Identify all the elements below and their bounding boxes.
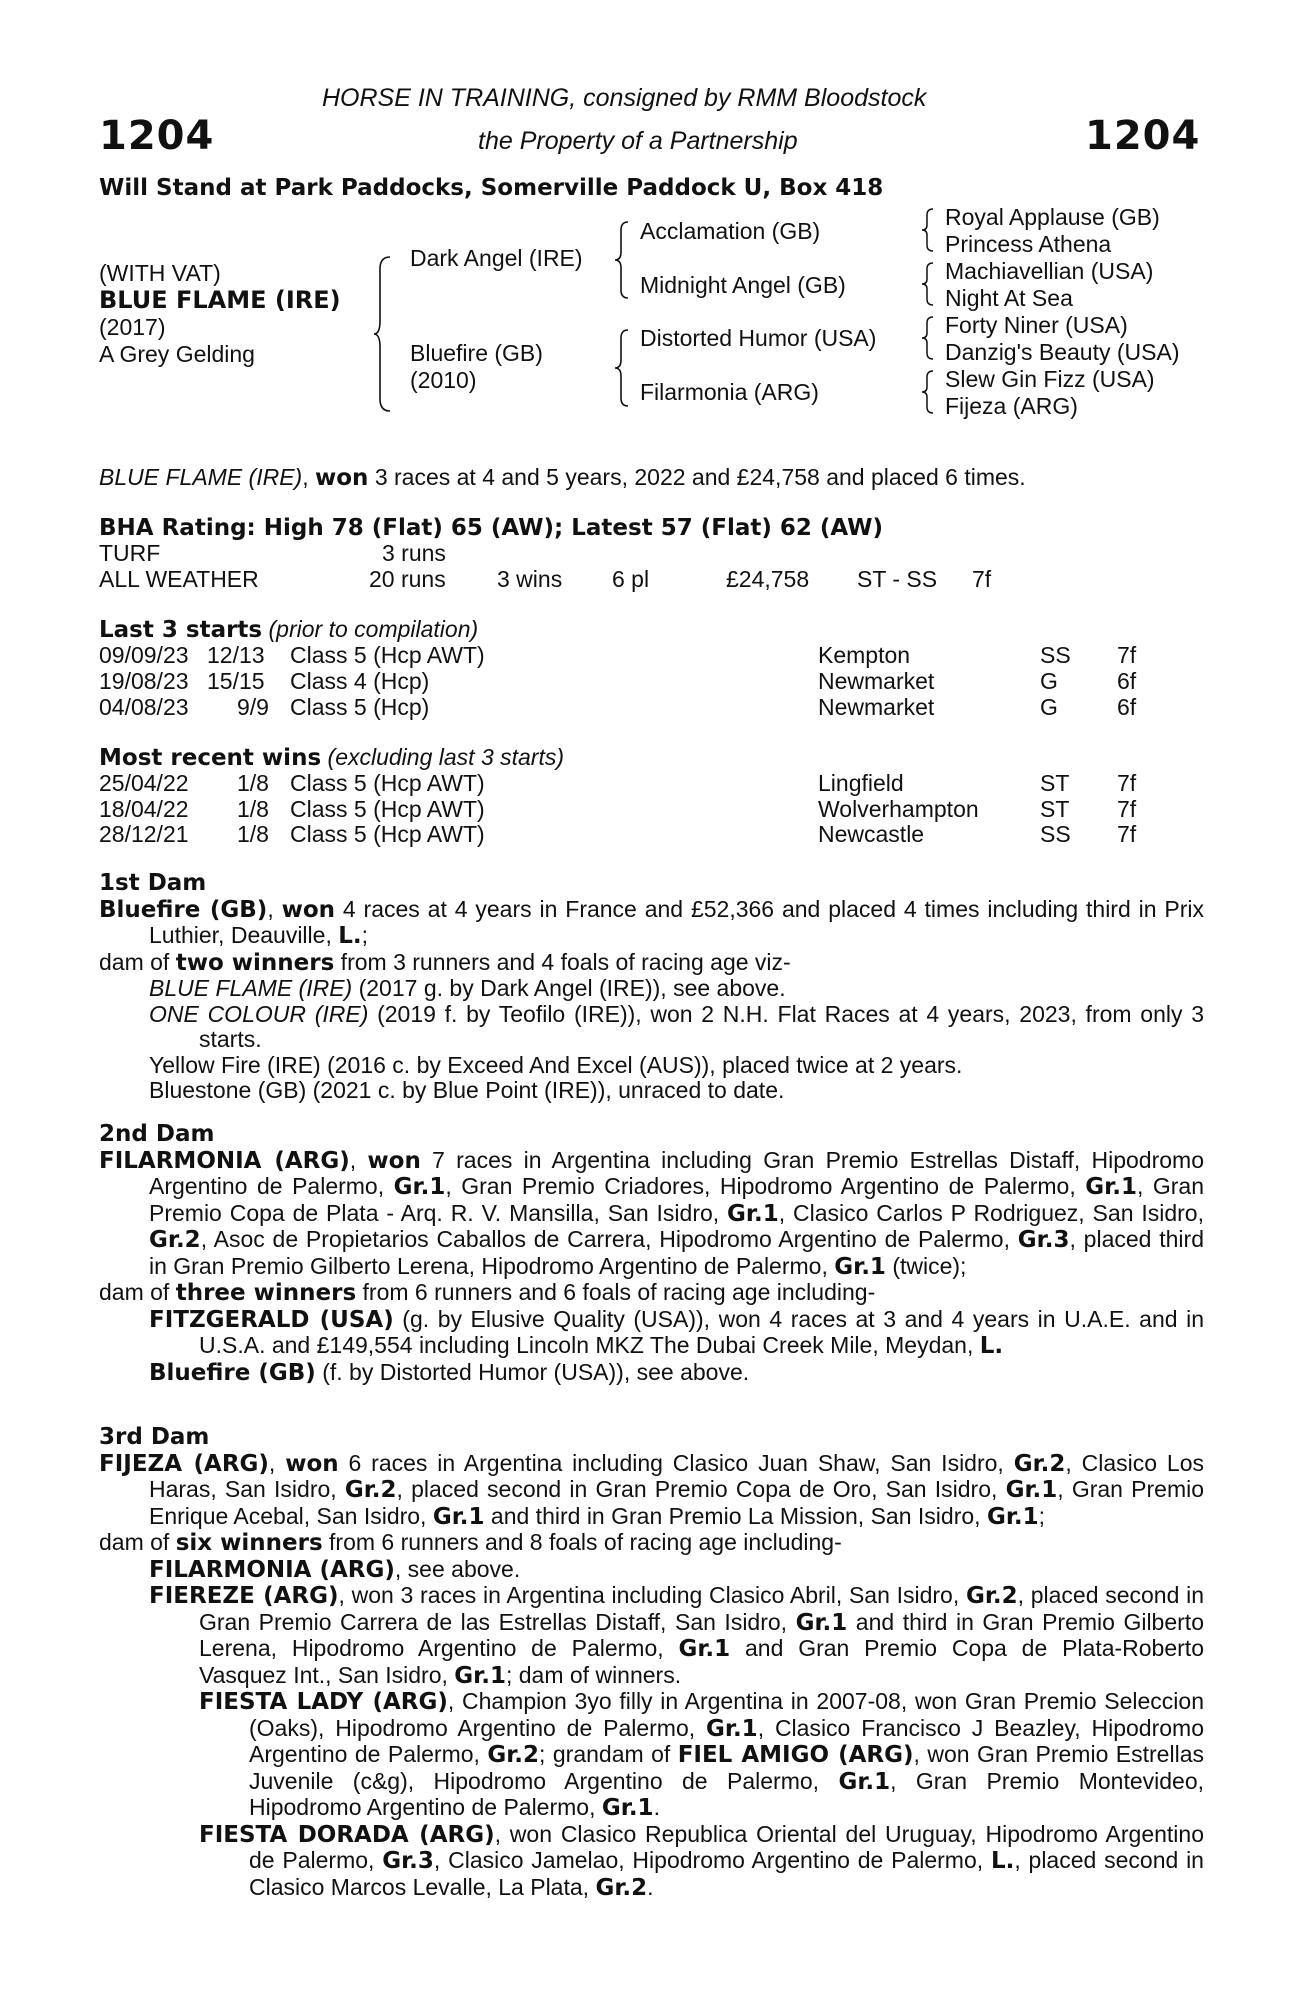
dam-of-winners: three winners bbox=[175, 1280, 357, 1306]
record-text: , Gran Premio Criadores, Hipodromo Argentino de Palermo, bbox=[445, 1173, 1086, 1199]
grade-label: Gr.2 bbox=[487, 1742, 540, 1768]
foal-entry bbox=[99, 1360, 1204, 1387]
third-dam-section bbox=[99, 1425, 1204, 1901]
punctuation: ; bbox=[361, 922, 369, 948]
sire-name: Dark Angel (IRE) bbox=[410, 245, 583, 271]
rating-surface: TURF bbox=[99, 540, 161, 566]
grade-label: Gr.1 bbox=[1085, 1174, 1137, 1200]
record-text: , Asoc de Propietarios Caballos de Carrera, Hipodromo Argentino de Palermo, bbox=[200, 1226, 1018, 1252]
foal-text: . bbox=[653, 1794, 660, 1820]
grade-label: Gr.1 bbox=[432, 1503, 485, 1530]
win-position: 1/8 bbox=[237, 796, 269, 822]
foal-text: (2019 f. by Teofilo (IRE)), won 2 N.H. Flat Races at 4 years, 2023, from only 3 starts. bbox=[199, 1000, 1204, 1052]
grade-label: Gr.2 bbox=[1013, 1450, 1066, 1477]
dam-of-suffix: from 6 runners and 6 foals of racing age including- bbox=[356, 1279, 876, 1305]
grade-label: Gr.1 bbox=[838, 1768, 891, 1795]
grade-label: Gr.1 bbox=[601, 1795, 654, 1821]
horse-year: (2017) bbox=[99, 314, 166, 340]
last-starts-title: Last 3 starts bbox=[99, 617, 263, 643]
record-text: ; bbox=[1038, 1502, 1046, 1529]
foal-text: , placed second in Clasico Marcos Levalle, La Plata, bbox=[249, 1847, 1204, 1900]
win-distance: 7f bbox=[1117, 796, 1137, 822]
second-dam-section bbox=[99, 1122, 1204, 1386]
first-dam-name: Bluefire (GB) bbox=[99, 896, 268, 923]
dam-of-suffix: from 3 runners and 4 foals of racing age viz- bbox=[334, 948, 791, 975]
foal-text: , Champion 3yo filly in Argentina in 2007-08, won Gran Premio Seleccion (Oaks), Hipodromo Argentino de Palermo, bbox=[249, 1688, 1204, 1741]
summary-comma: , bbox=[302, 464, 315, 490]
grade-label: Gr.1 bbox=[393, 1174, 446, 1200]
record-text: and third in Gran Premio La Mission, San Isidro, bbox=[484, 1502, 987, 1529]
first-dam-record: Bluefire (GB), won 4 races at 4 years in France and £52,366 and placed 4 times including third in Prix Luthier, Deauville, L.; bbox=[99, 895, 1205, 949]
header-property: the Property of a Partnership bbox=[478, 127, 798, 155]
grade-label: Gr.1 bbox=[678, 1636, 731, 1662]
foal-text: (g. by Elusive Quality (USA)), won 4 races at 3 and 4 years in U.A.E. and in U.S.A. and £149,554 including Lincoln MKZ The Dubai Creek Mile, Meydan, bbox=[199, 1305, 1204, 1358]
grand-foal-entry bbox=[99, 1822, 1204, 1902]
first-dam-title: 1st Dam bbox=[99, 870, 207, 896]
foal-name: FILARMONIA (ARG) bbox=[149, 1556, 395, 1583]
grade-label: L. bbox=[979, 1333, 1004, 1359]
dam-of-suffix: from 6 runners and 8 foals of racing age including- bbox=[322, 1529, 842, 1555]
rating-placed: 6 pl bbox=[612, 566, 650, 592]
start-distance: 7f bbox=[1117, 642, 1137, 668]
first-dam-produce bbox=[99, 950, 1204, 977]
recent-wins-heading bbox=[99, 744, 564, 771]
sire-sire-sire: Royal Applause (GB) bbox=[945, 204, 1160, 230]
pedigree-brace-dd bbox=[920, 369, 936, 415]
win-distance: 7f bbox=[1117, 821, 1137, 847]
foal-text: ; dam of winners. bbox=[505, 1661, 682, 1688]
win-date: 18/04/22 bbox=[99, 796, 189, 822]
third-dam-name: FIJEZA (ARG) bbox=[99, 1450, 269, 1477]
pedigree-brace-sd bbox=[920, 261, 936, 307]
sire-dam-sire: Machiavellian (USA) bbox=[945, 258, 1154, 284]
foal-name: Bluefire (GB) bbox=[149, 1359, 316, 1386]
stand-location: Will Stand at Park Paddocks, Somerville Paddock U, Box 418 bbox=[99, 175, 884, 201]
start-race: Class 4 (Hcp) bbox=[290, 668, 430, 694]
summary-text: 3 races at 4 and 5 years, 2022 and £24,758 and placed 6 times. bbox=[368, 464, 1026, 490]
rating-wins: 3 wins bbox=[497, 566, 563, 592]
first-dam-won: won bbox=[281, 896, 336, 923]
pedigree-brace-dam bbox=[612, 328, 632, 408]
header-consignor: HORSE IN TRAINING, consigned by RMM Bloodstock bbox=[322, 84, 927, 112]
grade-label: Gr.2 bbox=[344, 1477, 397, 1503]
foal-text: , won 3 races in Argentina including Clasico Abril, San Isidro, bbox=[338, 1582, 966, 1608]
sire-sire: Acclamation (GB) bbox=[640, 218, 821, 244]
foal-text: , won Gran Premio Estrellas Juvenile (c&g), Hipodromo Argentino de Palermo, bbox=[249, 1741, 1204, 1794]
recent-wins-note: (excluding last 3 starts) bbox=[327, 744, 565, 770]
record-text: (twice); bbox=[885, 1252, 967, 1279]
foal-entry bbox=[99, 1557, 1204, 1584]
horse-vat: (WITH VAT) bbox=[99, 260, 221, 286]
second-dam-won: won bbox=[367, 1147, 421, 1174]
pedigree-brace-sire bbox=[612, 220, 632, 300]
grade-label: L. bbox=[338, 923, 362, 949]
rating-prize: £24,758 bbox=[726, 566, 810, 592]
record-text: , placed second in Gran Premio Copa de Oro, San Isidro, bbox=[396, 1476, 1006, 1502]
start-going: G bbox=[1040, 668, 1058, 694]
sire-sire-dam: Princess Athena bbox=[945, 231, 1112, 257]
dam-of-winners: six winners bbox=[175, 1530, 323, 1556]
grade-label: Gr.1 bbox=[454, 1662, 506, 1689]
grade-label: Gr.2 bbox=[595, 1874, 648, 1901]
win-course: Newcastle bbox=[818, 821, 925, 847]
third-dam-record: FIJEZA (ARG), won 6 races in Argentina including Clasico Juan Shaw, San Isidro, Gr.2, Clasico Los Haras, San Isidro, Gr.2, placed second in Gran Premio Copa de Oro, San Isidro, Gr.1, Gran Premio Enrique Acebal, San Isidro, Gr.1 and third in Gran Premio La Mission, San Isidro, Gr.1; bbox=[99, 1449, 1205, 1530]
last-starts-note: (prior to compilation) bbox=[268, 616, 479, 642]
record-text: , Gran Premio Enrique Acebal, San Isidro, bbox=[149, 1476, 1204, 1529]
foal-text: Yellow Fire (IRE) (2016 c. by Exceed And Excel (AUS)), placed twice at 2 years. bbox=[149, 1051, 963, 1078]
foal-text: and third in Gran Premio Gilberto Lerena, Hipodromo Argentino de Palermo, bbox=[199, 1608, 1204, 1661]
sire-dam-dam: Night At Sea bbox=[945, 285, 1073, 311]
foal-entry bbox=[99, 1583, 1204, 1689]
start-position: 15/15 bbox=[207, 668, 265, 694]
dam-sire-dam: Danzig's Beauty (USA) bbox=[945, 339, 1180, 365]
second-dam-produce bbox=[99, 1280, 1204, 1307]
grade-label: Gr.1 bbox=[986, 1503, 1039, 1530]
sire-dam: Midnight Angel (GB) bbox=[640, 272, 846, 298]
start-course: Newmarket bbox=[818, 668, 935, 694]
first-dam-section bbox=[99, 871, 1204, 1104]
start-race: Class 5 (Hcp) bbox=[290, 694, 430, 720]
start-distance: 6f bbox=[1117, 694, 1137, 720]
grade-label: Gr.1 bbox=[706, 1715, 758, 1742]
rating-going: ST - SS bbox=[857, 566, 938, 592]
foal-entry bbox=[99, 1307, 1204, 1360]
horse-description: A Grey Gelding bbox=[99, 341, 255, 367]
win-going: ST bbox=[1040, 796, 1070, 822]
last-starts-heading bbox=[99, 616, 478, 643]
dam-of-prefix: dam of bbox=[99, 1279, 176, 1305]
foal-entry bbox=[99, 1053, 1204, 1079]
second-dam-title: 2nd Dam bbox=[99, 1121, 215, 1147]
foal-name: ONE COLOUR (IRE) bbox=[149, 1000, 369, 1027]
win-date: 28/12/21 bbox=[99, 821, 189, 847]
foal-entry bbox=[99, 1002, 1204, 1053]
rating-runs: 3 runs bbox=[382, 540, 446, 566]
start-date: 19/08/23 bbox=[99, 668, 189, 694]
rating-distance: 7f bbox=[972, 566, 992, 592]
win-course: Wolverhampton bbox=[818, 796, 979, 822]
foal-text: and Gran Premio Copa de Plata-Roberto Vasquez Int., San Isidro, bbox=[199, 1635, 1204, 1688]
grand-foal-entry bbox=[99, 1689, 1204, 1822]
dam-of-prefix: dam of bbox=[99, 1529, 176, 1555]
record-text: 7 races in Argentina including Gran Premio Estrellas Distaff, Hipodromo Argentino de Palermo, bbox=[149, 1146, 1205, 1199]
dam-name: Bluefire (GB) bbox=[410, 340, 543, 366]
record-text: , Clasico Los Haras, San Isidro, bbox=[149, 1449, 1205, 1502]
win-race: Class 5 (Hcp AWT) bbox=[290, 821, 485, 847]
foal-text: , placed second in Gran Premio Carrera de las Estrellas Distaff, San Isidro, bbox=[199, 1582, 1204, 1635]
summary-horse-name: BLUE FLAME (IRE) bbox=[99, 464, 303, 490]
foal-text: , Gran Premio Montevideo, Hipodromo Argentino de Palermo, bbox=[249, 1767, 1204, 1820]
third-dam-produce bbox=[99, 1530, 1204, 1557]
win-race: Class 5 (Hcp AWT) bbox=[290, 770, 485, 796]
win-distance: 7f bbox=[1117, 770, 1137, 796]
grade-label: Gr.3 bbox=[382, 1848, 434, 1874]
grade-label: Gr.1 bbox=[834, 1253, 886, 1280]
grand-foal-name: FIESTA LADY (ARG) bbox=[199, 1689, 448, 1715]
win-date: 25/04/22 bbox=[99, 770, 189, 796]
dam-dam-sire: Slew Gin Fizz (USA) bbox=[945, 366, 1155, 392]
grade-label: Gr.1 bbox=[727, 1200, 779, 1227]
grade-label: Gr.2 bbox=[965, 1583, 1018, 1609]
start-date: 04/08/23 bbox=[99, 694, 189, 720]
foal-name: BLUE FLAME (IRE) bbox=[149, 975, 353, 1001]
foal-text: , Clasico Jamelao, Hipodromo Argentino de Palermo, bbox=[433, 1847, 991, 1873]
foal-entry bbox=[99, 976, 1204, 1002]
foal-text: (2017 g. by Dark Angel (IRE)), see above. bbox=[352, 975, 786, 1001]
foal-text: ; grandam of bbox=[539, 1741, 678, 1767]
foal-text: , see above. bbox=[394, 1555, 521, 1582]
record-text: 6 races in Argentina including Clasico Juan Shaw, San Isidro, bbox=[338, 1449, 1014, 1476]
horse-name: BLUE FLAME (IRE) bbox=[99, 286, 341, 314]
start-going: SS bbox=[1040, 642, 1071, 668]
dam-sire-sire: Forty Niner (USA) bbox=[945, 312, 1128, 338]
start-going: G bbox=[1040, 694, 1058, 720]
third-dam-title: 3rd Dam bbox=[99, 1424, 210, 1450]
grade-label: L. bbox=[990, 1848, 1015, 1874]
win-course: Lingfield bbox=[818, 770, 904, 796]
win-position: 1/8 bbox=[237, 821, 269, 847]
dam-of-winners: two winners bbox=[175, 949, 335, 976]
foal-text: Bluestone (GB) (2021 c. by Blue Point (IRE)), unraced to date. bbox=[149, 1077, 785, 1103]
pedigree-brace-ss bbox=[920, 207, 936, 253]
rating-runs: 20 runs bbox=[369, 566, 446, 592]
great-grand-foal-name: FIEL AMIGO (ARG) bbox=[677, 1742, 914, 1768]
dam-of-prefix: dam of bbox=[99, 948, 176, 975]
win-race: Class 5 (Hcp AWT) bbox=[290, 796, 485, 822]
bha-rating: BHA Rating: High 78 (Flat) 65 (AW); Latest 57 (Flat) 62 (AW) bbox=[99, 515, 884, 541]
dam-sire: Distorted Humor (USA) bbox=[640, 325, 877, 351]
start-course: Kempton bbox=[818, 642, 911, 668]
grade-label: Gr.1 bbox=[795, 1609, 848, 1636]
start-course: Newmarket bbox=[818, 694, 935, 720]
foal-entry bbox=[99, 1078, 1204, 1104]
start-position: 9/9 bbox=[237, 694, 269, 720]
grade-label: Gr.1 bbox=[1005, 1477, 1058, 1503]
foal-text: , Clasico Francisco J Beazley, Hipodromo Argentino de Palermo, bbox=[249, 1714, 1204, 1767]
dam-dam-dam: Fijeza (ARG) bbox=[945, 393, 1078, 419]
recent-wins-title: Most recent wins bbox=[99, 745, 322, 771]
start-distance: 6f bbox=[1117, 668, 1137, 694]
summary-won: won bbox=[315, 465, 369, 491]
record-text: , Gran Premio Copa de Plata - Arq. R. V. Mansilla, San Isidro, bbox=[149, 1173, 1204, 1226]
start-position: 12/13 bbox=[207, 642, 265, 668]
start-date: 09/09/23 bbox=[99, 642, 189, 668]
win-going: SS bbox=[1040, 821, 1071, 847]
foal-text: (f. by Distorted Humor (USA)), see above. bbox=[315, 1358, 750, 1385]
first-dam-text: 4 races at 4 years in France and £52,366 and placed 4 times including third in Prix Luthier, Deauville, bbox=[149, 895, 1205, 948]
foal-text: . bbox=[647, 1873, 654, 1900]
lot-number-right: 1204 bbox=[1085, 113, 1201, 159]
foal-text: , won Clasico Republica Oriental del Uruguay, Hipodromo Argentino de Palermo, bbox=[249, 1820, 1204, 1873]
foal-name: FIEREZE (ARG) bbox=[149, 1583, 339, 1609]
rating-surface: ALL WEATHER bbox=[99, 566, 259, 592]
grade-label: Gr.3 bbox=[1017, 1227, 1070, 1253]
record-text: , placed third in Gran Premio Gilberto Lerena, Hipodromo Argentino de Palermo, bbox=[149, 1226, 1204, 1279]
win-going: ST bbox=[1040, 770, 1070, 796]
lot-number-left: 1204 bbox=[99, 113, 215, 159]
start-race: Class 5 (Hcp AWT) bbox=[290, 642, 485, 668]
second-dam-name: FILARMONIA (ARG) bbox=[99, 1147, 350, 1174]
pedigree-brace-main bbox=[372, 255, 396, 413]
race-summary bbox=[99, 464, 1026, 491]
second-dam-record: FILARMONIA (ARG), won 7 races in Argentina including Gran Premio Estrellas Distaff, Hipodromo Argentino de Palermo, Gr.1, Gran Premio Criadores, Hipodromo Argentino de Palermo, Gr.1, Gran Premio Copa de Plata - Arq. R. V. Mansilla, San Isidro, Gr.1, Clasico Carlos P Rodriguez, San Isidro, Gr.2, Asoc de Propietarios Caballos de Carrera, Hipodromo Argentino de Palermo, Gr.3, placed third in Gran Premio Gilberto Lerena, Hipodromo Argentino de Palermo, Gr.1 (twice); bbox=[99, 1146, 1205, 1280]
foal-name: FITZGERALD (USA) bbox=[149, 1306, 394, 1333]
win-position: 1/8 bbox=[237, 770, 269, 796]
record-text: , Clasico Carlos P Rodriguez, San Isidro, bbox=[778, 1199, 1204, 1226]
pedigree-brace-ds bbox=[920, 315, 936, 361]
third-dam-won: won bbox=[285, 1450, 339, 1477]
grade-label: Gr.2 bbox=[149, 1227, 201, 1253]
grand-foal-name: FIESTA DORADA (ARG) bbox=[199, 1821, 495, 1848]
dam-year: (2010) bbox=[410, 367, 477, 393]
dam-dam: Filarmonia (ARG) bbox=[640, 379, 819, 405]
